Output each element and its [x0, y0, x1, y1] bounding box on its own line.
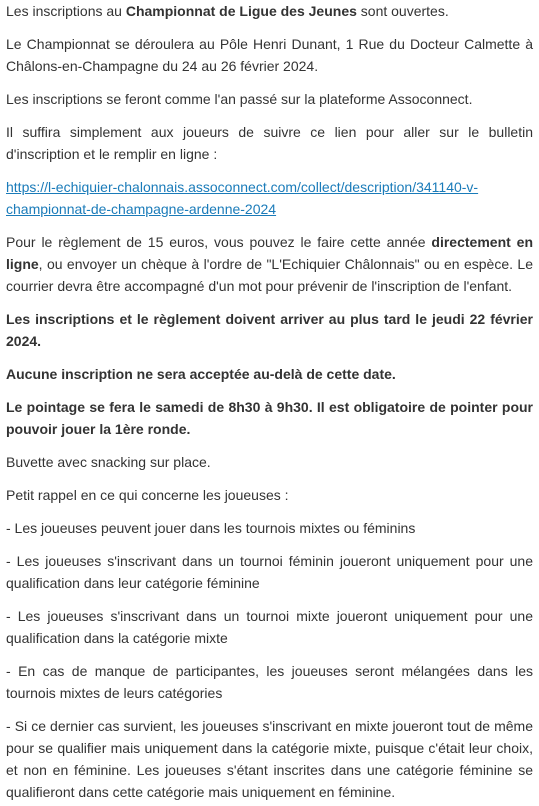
registration-link[interactable]	[6, 179, 478, 217]
paragraph-rule-2: - Les joueuses s'inscrivant dans un tournoi féminin joueront uniquement pour une qualification dans leur catégorie féminine	[6, 553, 533, 591]
payment-text-before: Pour le règlement de 15 euros, vous pouvez le faire cette année	[6, 234, 432, 250]
paragraph-rule-5: - Si ce dernier cas survient, les joueuses s'inscrivant en mixte joueront tout de même pour se qualifier mais uniquement dans la catégorie mixte, puisque c'était leur choix, et non en féminine. Les joueuses s'étant inscrites dans une catégorie féminine se qualifieront dans cette catégorie mais uniquement en féminine.	[6, 718, 533, 800]
paragraph-check-in: Le pointage se fera le samedi de 8h30 à 9h30. Il est obligatoire de pointer pour pouvoir jouer la 1ère ronde.	[6, 399, 533, 437]
paragraph-registration-link	[6, 176, 533, 220]
paragraph-link-intro: Il suffira simplement aux joueurs de suivre ce lien pour aller sur le bulletin d'inscription et le remplir en ligne :	[6, 124, 533, 162]
registration-link-line1: https://l-echiquier-chalonnais.assoconnect.com/collect/description/341140-v-	[6, 179, 479, 195]
paragraph-no-late-entries: Aucune inscription ne sera acceptée au-delà de cette date.	[6, 366, 396, 382]
opening-text-before: Les inscriptions au	[6, 3, 126, 19]
paragraph-reminder-intro: Petit rappel en ce qui concerne les joueuses :	[6, 487, 289, 503]
paragraph-rule-1: - Les joueuses peuvent jouer dans les tournois mixtes ou féminins	[6, 520, 416, 536]
payment-online-emphasis: directement en ligne	[6, 234, 533, 272]
paragraph-deadline: Les inscriptions et le règlement doivent arriver au plus tard le jeudi 22 février 2024.	[6, 311, 533, 349]
opening-text-after: sont ouvertes.	[356, 3, 449, 19]
paragraph-rule-4: - En cas de manque de participantes, les joueuses seront mélangées dans les tournois mixtes de leurs catégories	[6, 663, 533, 701]
championship-name: Championnat de Ligue des Jeunes	[125, 3, 357, 19]
paragraph-rule-3: - Les joueuses s'inscrivant dans un tournoi mixte joueront uniquement pour une qualification dans la catégorie mixte	[6, 608, 533, 646]
paragraph-payment	[6, 231, 533, 297]
paragraph-refreshments: Buvette avec snacking sur place.	[6, 454, 211, 470]
payment-text-after: , ou envoyer un chèque à l'ordre de "L'Echiquier Châlonnais" ou en espèce. Le courrier devra être accompagné d'un mot pour prévenir de l'inscription de l'enfant.	[6, 256, 533, 294]
registration-link-line2: championnat-de-champagne-ardenne-2024	[6, 201, 277, 217]
paragraph-registration-platform: Les inscriptions se feront comme l'an passé sur la plateforme Assoconnect.	[6, 91, 473, 107]
paragraph-venue-dates: Le Championnat se déroulera au Pôle Henri Dunant, 1 Rue du Docteur Calmette à Châlons-en-Champagne du 24 au 26 février 2024.	[6, 36, 533, 74]
paragraph-opening	[6, 0, 533, 22]
